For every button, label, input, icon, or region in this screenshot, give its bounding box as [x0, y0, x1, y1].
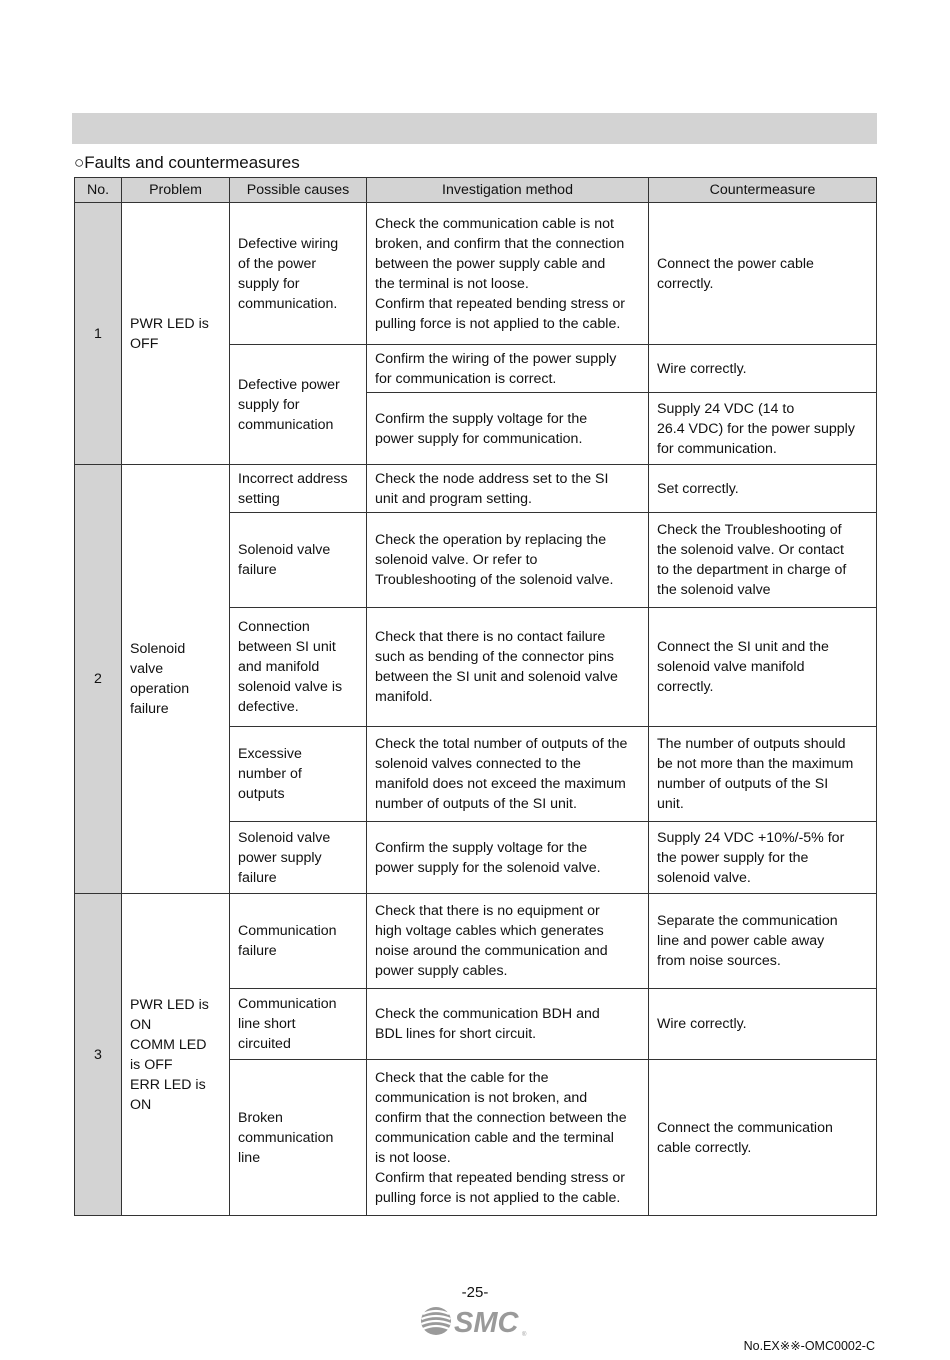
table-row	[75, 203, 877, 345]
header-no: No.	[75, 178, 122, 203]
fault-number: 3	[75, 894, 122, 1216]
method-cell: Check the operation by replacing the solenoid valve. Or refer to Troubleshooting of the solenoid valve.	[367, 513, 649, 608]
cause-cell: Solenoid valve failure	[230, 513, 367, 608]
method-cell: Confirm the supply voltage for the power supply for the solenoid valve.	[367, 822, 649, 894]
method-cell: Check that there is no contact failure such as bending of the connector pins between the SI unit and solenoid valve manifold.	[367, 608, 649, 727]
page-number: -25-	[461, 1284, 489, 1301]
header-problem: Problem	[122, 178, 230, 203]
measure-cell: Wire correctly.	[649, 989, 877, 1060]
table-row	[75, 894, 877, 989]
svg-text:®: ®	[522, 1332, 527, 1338]
measure-cell: The number of outputs should be not more than the maximum number of outputs of the SI unit.	[649, 727, 877, 822]
method-cell: Check the total number of outputs of the solenoid valves connected to the manifold does not exceed the maximum number of outputs of the SI unit.	[367, 727, 649, 822]
cause-cell: Excessive number of outputs	[230, 727, 367, 822]
measure-cell: Wire correctly.	[649, 345, 877, 393]
method-cell: Confirm the wiring of the power supply for communication is correct.	[367, 345, 649, 393]
measure-cell: Supply 24 VDC (14 to 26.4 VDC) for the power supply for communication.	[649, 393, 877, 465]
cause-cell: Incorrect address setting	[230, 465, 367, 513]
measure-cell: Connect the power cable correctly.	[649, 203, 877, 345]
measure-cell: Connect the SI unit and the solenoid valve manifold correctly.	[649, 608, 877, 727]
problem-cell: Solenoid valve operation failure	[122, 465, 230, 894]
cause-cell: Connection between SI unit and manifold solenoid valve is defective.	[230, 608, 367, 727]
cause-cell: Broken communication line	[230, 1060, 367, 1216]
method-cell: Check that the cable for the communication is not broken, and confirm that the connection between the communication cable and the terminal is not loose. Confirm that repeated bending stress or pulling force is not applied to the cable.	[367, 1060, 649, 1216]
document-number: No.EX※※-OMC0002-C	[743, 1339, 875, 1353]
method-cell: Check that there is no equipment or high voltage cables which generates noise around the communication and power supply cables.	[367, 894, 649, 989]
cause-cell: Communication line short circuited	[230, 989, 367, 1060]
problem-cell: PWR LED is OFF	[122, 203, 230, 465]
header-investigation-method: Investigation method	[367, 178, 649, 203]
method-cell: Check the communication cable is not broken, and confirm that the connection between the power supply cable and the terminal is not loose. Confirm that repeated bending stress or pulling force is not applied to the cable.	[367, 203, 649, 345]
method-cell: Check the communication BDH and BDL lines for short circuit.	[367, 989, 649, 1060]
faults-table	[74, 177, 877, 1216]
header-possible-causes: Possible causes	[230, 178, 367, 203]
fault-number: 1	[75, 203, 122, 465]
problem-cell: PWR LED is ON COMM LED is OFF ERR LED is ON	[122, 894, 230, 1216]
method-cell: Check the node address set to the SI unit and program setting.	[367, 465, 649, 513]
cause-cell: Solenoid valve power supply failure	[230, 822, 367, 894]
cause-cell: Defective power supply for communication	[230, 345, 367, 465]
cause-cell: Defective wiring of the power supply for communication.	[230, 203, 367, 345]
measure-cell: Connect the communication cable correctly.	[649, 1060, 877, 1216]
measure-cell: Separate the communication line and power cable away from noise sources.	[649, 894, 877, 989]
header-band	[72, 113, 877, 144]
cause-cell: Communication failure	[230, 894, 367, 989]
measure-cell: Supply 24 VDC +10%/-5% for the power supply for the solenoid valve.	[649, 822, 877, 894]
measure-cell: Set correctly.	[649, 465, 877, 513]
table-header-row	[75, 178, 877, 203]
header-countermeasure: Countermeasure	[649, 178, 877, 203]
table-row	[75, 465, 877, 513]
section-title: ○Faults and countermeasures	[74, 153, 300, 172]
logo-text: SMC	[454, 1307, 519, 1338]
fault-number: 2	[75, 465, 122, 894]
measure-cell: Check the Troubleshooting of the solenoid valve. Or contact to the department in charge of the solenoid valve	[649, 513, 877, 608]
method-cell: Confirm the supply voltage for the power supply for communication.	[367, 393, 649, 465]
smc-logo	[420, 1304, 530, 1338]
